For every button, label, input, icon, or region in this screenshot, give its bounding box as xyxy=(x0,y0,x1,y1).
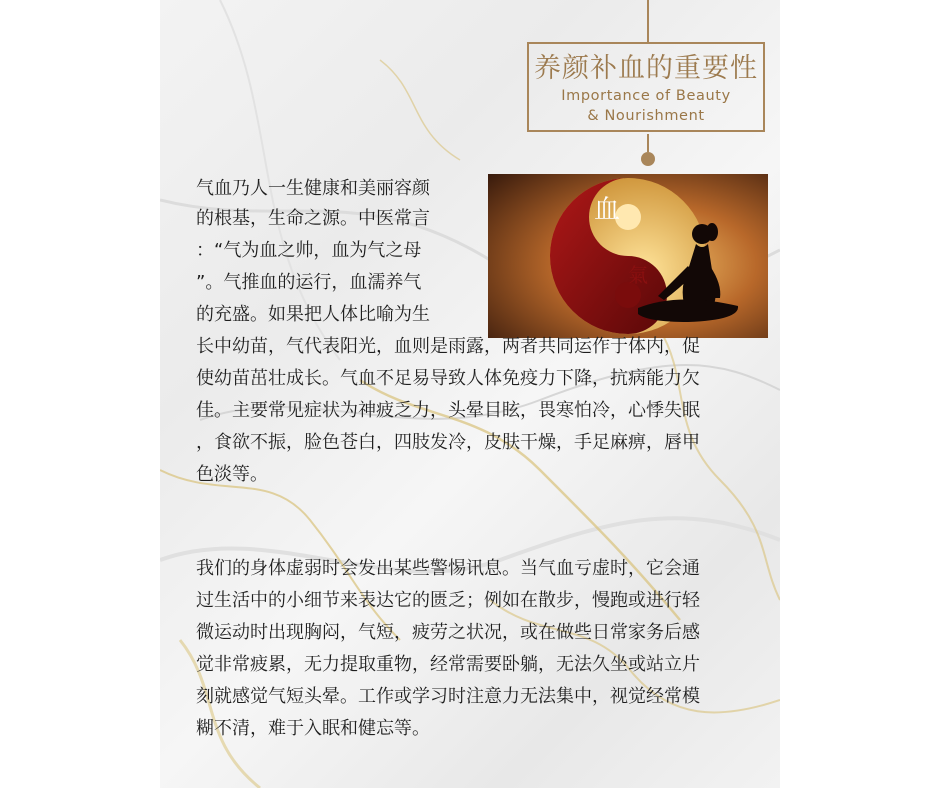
paragraph2-line-3: 微运动时出现胸闷，气短，疲劳之状况，或在做些日常家务后感 xyxy=(196,622,700,643)
yin-yang-meditation-image xyxy=(488,174,768,338)
paragraph2-line-1: 我们的身体虚弱时会发出某些警惕讯息。当气血亏虚时，它会通 xyxy=(196,558,700,579)
paragraph1-line-7: 使幼苗茁壮成长。气血不足易导致人体免疫力下降，抗病能力欠 xyxy=(196,368,700,389)
paragraph1-line-4: ”。气推血的运行，血濡养气 xyxy=(196,272,422,293)
page-title: 养颜补血的重要性 xyxy=(534,53,758,84)
page-subtitle-line2: & Nourishment xyxy=(587,108,705,124)
paragraph2-line-6: 糊不清，难于入眠和健忘等。 xyxy=(196,718,430,739)
hanging-line-top xyxy=(647,0,649,42)
paragraph2-line-5: 刻就感觉气短头晕。工作或学习时注意力无法集中，视觉经常模 xyxy=(196,686,700,707)
pendant-dot xyxy=(641,152,655,166)
paragraph1-line-3: ：“气为血之帅，血为气之母 xyxy=(196,240,422,261)
paragraph1-line-10: 色淡等。 xyxy=(196,464,268,485)
paragraph2-line-4: 觉非常疲累，无力提取重物，经常需要卧躺，无法久坐或站立片 xyxy=(196,654,700,675)
content-page xyxy=(160,0,780,788)
hanging-line-bottom xyxy=(647,134,649,152)
paragraph1-line-6: 长中幼苗，气代表阳光，血则是雨露，两者共同运作于体内，促 xyxy=(196,336,700,357)
paragraph1-line-5: 的充盛。如果把人体比喻为生 xyxy=(196,304,430,325)
paragraph1-line-9: ，食欲不振，脸色苍白，四肢发冷，皮肤干燥，手足麻痹，唇甲 xyxy=(196,432,700,453)
paragraph1-line-2: 的根基，生命之源。中医常言 xyxy=(196,208,430,229)
qi-label: 氣 xyxy=(628,263,648,287)
xue-label: 血 xyxy=(594,195,621,225)
paragraph1-line-8: 佳。主要常见症状为神疲乏力，头晕目眩，畏寒怕冷，心悸失眠 xyxy=(196,400,700,421)
page-subtitle-line1: Importance of Beauty xyxy=(561,88,731,104)
paragraph1-line-1: 气血乃人一生健康和美丽容颜 xyxy=(196,178,430,199)
title-box xyxy=(527,42,765,132)
paragraph2-line-2: 过生活中的小细节来表达它的匮乏；例如在散步，慢跑或进行轻 xyxy=(196,590,700,611)
